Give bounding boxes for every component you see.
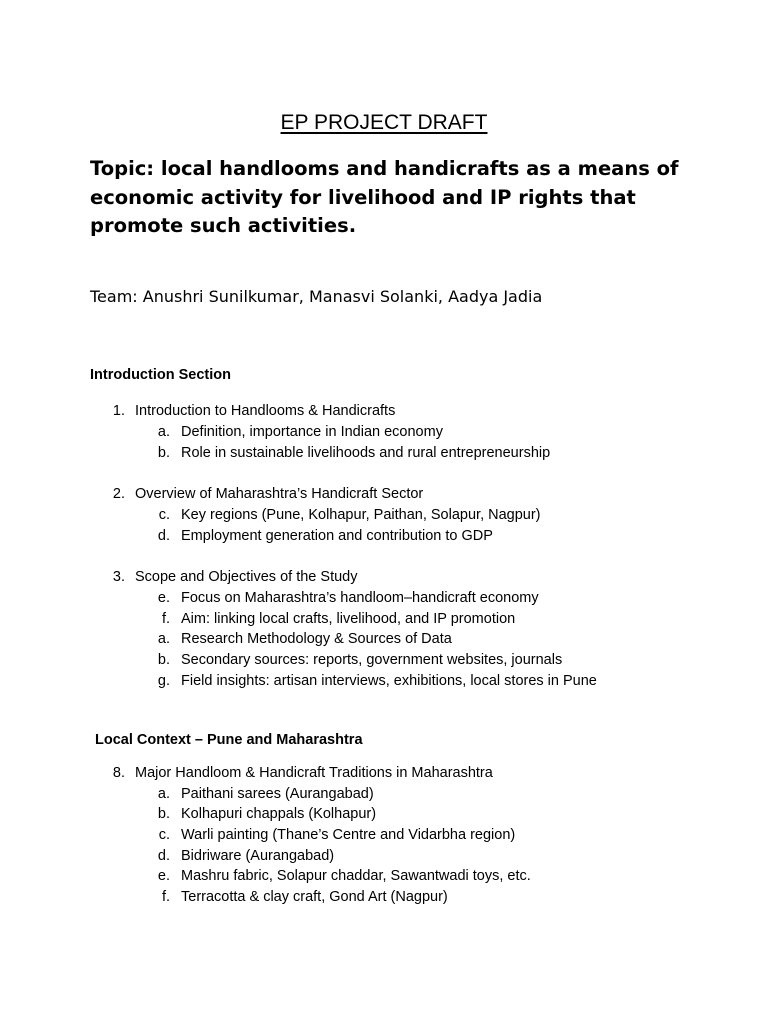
list-marker: a. [157,786,170,802]
list-marker: e. [157,868,170,884]
list-item-text: Bidriware (Aurangabad) [181,848,335,864]
list-marker: e. [157,590,170,606]
list-item-text: Focus on Maharashtra’s handloom–handicraft economy [181,590,539,606]
team-line: Team: Anushri Sunilkumar, Manasvi Solanki, Aadya Jadia [90,287,543,306]
list-marker: f. [161,611,170,627]
list-item-text: Terracotta & clay craft, Gond Art (Nagpur) [181,889,448,905]
section-heading-introduction: Introduction Section [90,367,231,383]
list-item-text: Scope and Objectives of the Study [135,569,358,585]
list-marker: b. [157,652,170,668]
list-item-text: Major Handloom & Handicraft Traditions in Maharashtra [135,765,493,781]
list-marker: a. [157,631,170,647]
list-item-text: Introduction to Handlooms & Handicrafts [135,403,396,419]
list-marker: b. [157,445,170,461]
list-marker: b. [157,806,170,822]
list-marker: 8. [112,765,125,781]
list-marker: c. [158,827,170,843]
list-marker: 2. [112,486,125,502]
list-marker: 3. [112,569,125,585]
list-item-text: Field insights: artisan interviews, exhibitions, local stores in Pune [181,673,597,689]
list-marker: g. [157,673,170,689]
list-item-text: Role in sustainable livelihoods and rural entrepreneurship [181,445,551,461]
list-marker: c. [158,507,170,523]
list-item-text: Mashru fabric, Solapur chaddar, Sawantwadi toys, etc. [181,868,531,884]
list-item-text: Employment generation and contribution to GDP [181,528,493,544]
list-item-text: Research Methodology & Sources of Data [181,631,452,647]
list-item-text: Aim: linking local crafts, livelihood, and IP promotion [181,611,516,627]
list-item-text: Key regions (Pune, Kolhapur, Paithan, Solapur, Nagpur) [181,507,541,523]
list-marker: a. [157,424,170,440]
list-item-text: Overview of Maharashtra’s Handicraft Sector [135,486,424,502]
topic-heading: Topic: local handlooms and handicrafts as a means of economic activity for livelihood and IP rights that promote such activities. [90,157,679,237]
list-marker: f. [161,889,170,905]
list-item-text: Kolhapuri chappals (Kolhapur) [181,806,377,822]
section-heading-local-context: Local Context – Pune and Maharashtra [95,732,363,748]
list-marker: d. [157,848,170,864]
list-item-text: Secondary sources: reports, government websites, journals [181,652,563,668]
list-item-text: Warli painting (Thane’s Centre and Vidarbha region) [181,827,516,843]
document-title: EP PROJECT DRAFT [280,111,488,134]
list-item-text: Paithani sarees (Aurangabad) [181,786,374,802]
list-marker: d. [157,528,170,544]
list-marker: 1. [112,403,125,419]
list-item-text: Definition, importance in Indian economy [181,424,443,440]
